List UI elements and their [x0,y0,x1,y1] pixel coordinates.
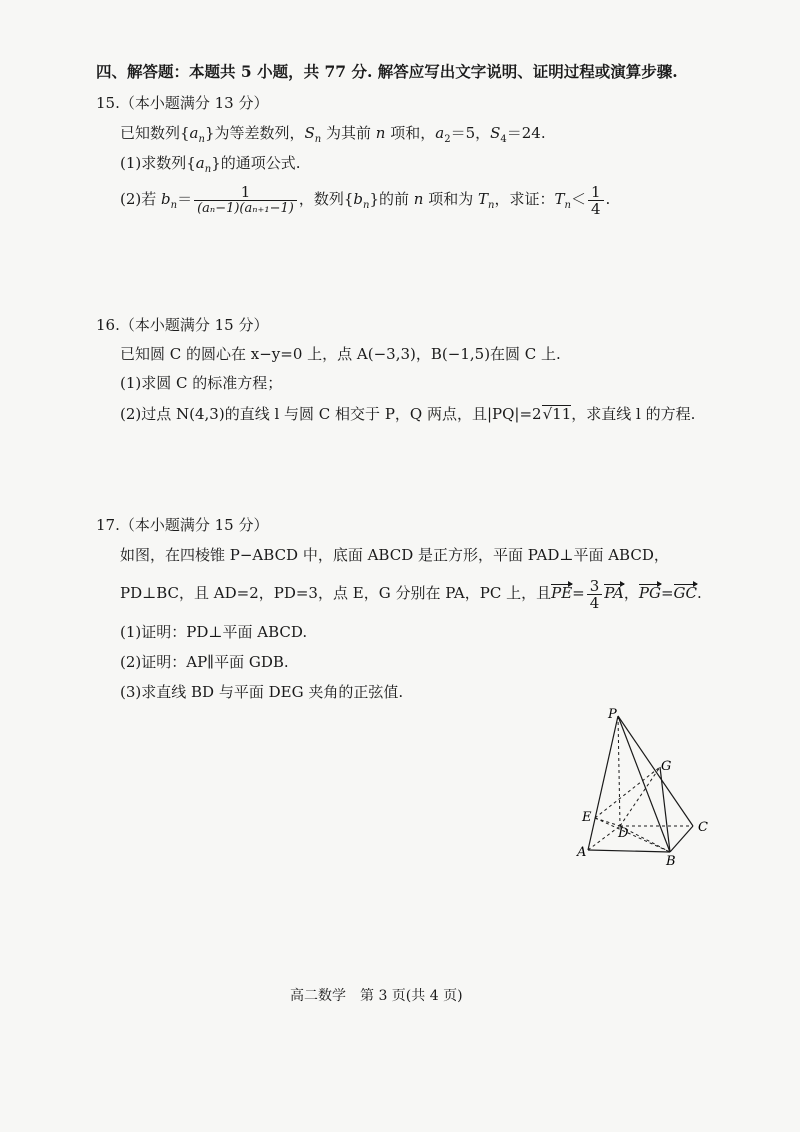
edge-dg [620,767,660,826]
section-header: 四、解答题：本题共 5 小题，共 77 分. 解答应写出文字说明、证明过程或演算步骤. [96,62,678,81]
q16-title: 16.（本小题满分 15 分） [96,316,269,334]
page-footer: 高二数学 第 3 页(共 4 页) [290,988,463,1004]
q16-stem: 已知圆 C 的圆心在 x−y=0 上，点 A(−3,3)，B(−1,5)在圆 C 上. [120,345,561,363]
q15-quarter: $\frac{1}{4}$ [588,184,604,217]
sqrt-11: √11 [542,405,572,423]
vector-pg: PG [638,584,661,602]
q17-part1: (1)证明：PD⊥平面 ABCD. [120,623,308,641]
q16-part1: (1)求圆 C 的标准方程； [120,374,283,392]
q17-part2: (2)证明：AP∥平面 GDB. [120,653,289,671]
q15-stem: 已知数列$\{a_n\}$为等差数列，$S_n$ 为其前 n 项和，$a_2=5$，$S_4=24$. [120,124,546,145]
vector-pe: PE [551,584,573,602]
edge-bc [670,826,693,852]
q15-part2: (2)若 $b_n=$ $\frac{1}{\text{(aₙ−1)(aₙ₊₁−1)}}$ ，数列$\{b_n\}$的前 n 项和为 $T_n$，求证：$T_n<$ $\frac{1}{4}$ . [120,182,611,218]
label-p: P [608,707,617,722]
q15-part1: (1)求数列$\{a_n\}$的通项公式. [120,154,301,175]
label-e: E [582,810,592,825]
edge-ed [595,818,620,826]
q17-stem1: 如图，在四棱锥 P−ABCD 中，底面 ABCD 是正方形，平面 PAD⊥平面 ABCD， [120,546,669,564]
edge-ab [588,850,670,852]
q15-fraction: $\frac{1}{\text{(aₙ−1)(aₙ₊₁−1)}}$ [194,184,297,217]
label-a: A [577,845,587,860]
label-d: D [618,826,629,841]
vector-pa: PA [604,584,624,602]
label-g: G [661,759,672,774]
pyramid-figure [575,700,735,875]
edge-pd [618,716,620,826]
vector-gc: GC [673,584,697,602]
q17-stem2: PD⊥BC，且 AD=2，PD=3，点 E，G 分别在 PA，PC 上，且PE= $\frac{3}{4}$ PA，PG=GC. [120,576,702,612]
label-b: B [666,854,676,869]
edge-pc [618,716,693,826]
label-c: C [698,820,708,835]
q17-title: 17.（本小题满分 15 分） [96,516,269,534]
q17-fraction: $\frac{3}{4}$ [587,578,603,611]
q17-part3: (3)求直线 BD 与平面 DEG 夹角的正弦值. [120,683,404,701]
q16-part2: (2)过点 N(4,3)的直线 l 与圆 C 相交于 P，Q 两点，且|PQ|=2√11，求直线 l 的方程. [120,405,696,423]
edge-pa [588,716,618,850]
q15-title: 15.（本小题满分 13 分） [96,94,269,112]
